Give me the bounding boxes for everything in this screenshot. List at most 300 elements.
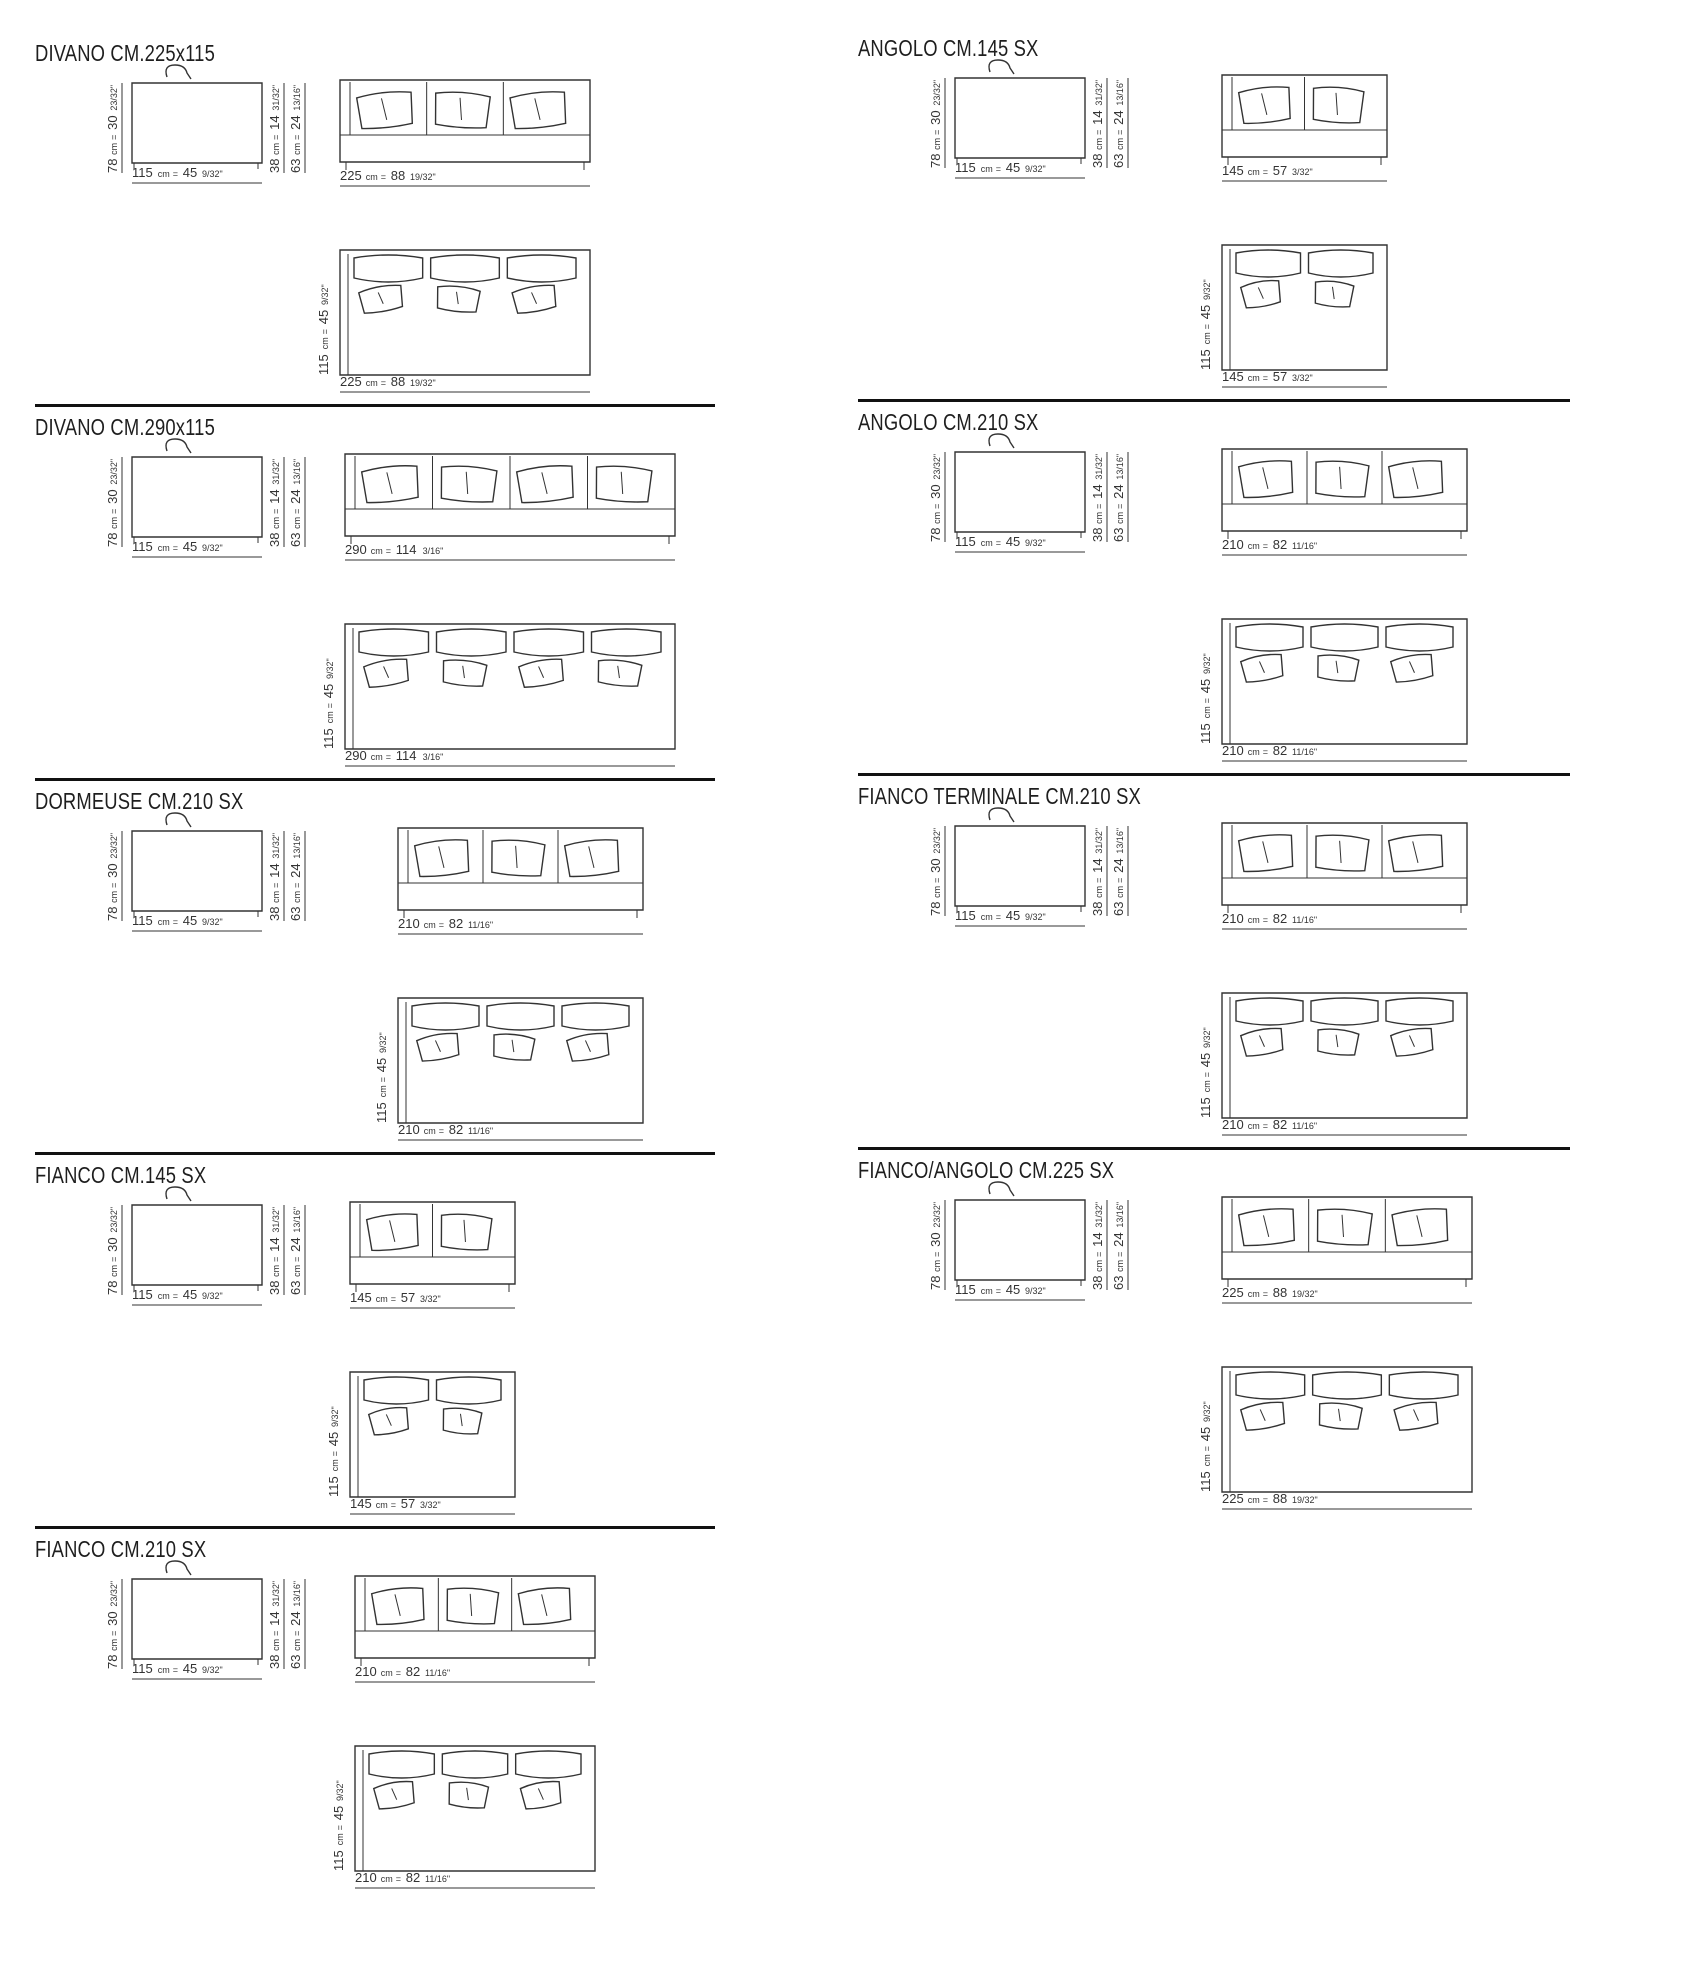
dim-equals: = <box>1094 129 1104 135</box>
side-height-seat-label <box>1090 828 1105 916</box>
dim-value: 225 <box>340 168 362 183</box>
dim-value: 115 <box>321 728 336 749</box>
dim-value: 210 <box>1222 1117 1244 1132</box>
back-cushion <box>1388 459 1444 499</box>
back-cushion <box>1313 280 1354 309</box>
dim-unit-cm: cm <box>380 1668 393 1678</box>
seat-back-top <box>369 1751 434 1778</box>
dim-inches: 14 <box>267 863 282 878</box>
dim-equals: = <box>438 920 445 930</box>
dim-fraction: 23/32" <box>932 453 942 480</box>
dim-fraction: 23/32" <box>932 1201 942 1228</box>
dim-fraction: 3/16" <box>422 752 444 762</box>
dim-equals: = <box>1115 129 1125 135</box>
dim-fraction: 31/32" <box>271 1580 281 1607</box>
dim-equals: = <box>1202 697 1212 704</box>
dim-value: 115 <box>955 1282 976 1297</box>
dim-unit-cm: cm <box>325 711 335 724</box>
dim-unit-cm: cm <box>292 1264 302 1277</box>
dim-value: 115 <box>132 1661 153 1676</box>
dim-unit-cm: cm <box>380 1874 393 1884</box>
dim-equals: = <box>109 1256 119 1262</box>
dim-fraction: 13/16" <box>1115 827 1125 854</box>
back-cushion <box>445 1587 499 1625</box>
dim-fraction: 13/16" <box>1115 1201 1125 1228</box>
dim-value: 210 <box>1222 911 1244 926</box>
dim-inches: 88 <box>1272 1285 1288 1300</box>
dim-fraction: 11/16" <box>1292 541 1318 551</box>
side-height-arm-label <box>288 1581 303 1669</box>
dim-fraction: 13/16" <box>292 832 302 859</box>
top-width-label <box>1222 1491 1318 1506</box>
top-view <box>1198 245 1387 387</box>
dim-unit-cm: cm <box>932 511 942 524</box>
dim-unit-cm: cm <box>109 1638 119 1651</box>
dim-inches: 14 <box>1090 484 1105 499</box>
dim-inches: 30 <box>105 1611 120 1626</box>
dim-unit-cm: cm <box>320 337 330 350</box>
dim-fraction: 9/32" <box>325 658 335 679</box>
dim-value: 115 <box>316 354 331 375</box>
dim-equals: = <box>995 912 1002 922</box>
dim-unit-cm: cm <box>157 1665 170 1675</box>
dim-equals: = <box>1262 1121 1269 1131</box>
side-width-label <box>955 534 1046 549</box>
back-cushion <box>1311 86 1364 124</box>
dim-equals: = <box>109 882 119 888</box>
dim-equals: = <box>271 134 281 140</box>
dim-unit-cm: cm <box>1094 885 1104 898</box>
dim-inches: 30 <box>928 1232 943 1247</box>
dim-unit-cm: cm <box>1094 511 1104 524</box>
section-title: DORMEUSE CM.210 SX <box>35 788 244 814</box>
dim-inches: 45 <box>1198 1052 1213 1068</box>
dim-value: 115 <box>132 539 153 554</box>
dim-value: 115 <box>1198 1097 1213 1118</box>
dim-value: 78 <box>105 532 120 547</box>
dim-inches: 30 <box>928 858 943 873</box>
dim-value: 78 <box>928 527 943 542</box>
dim-equals: = <box>932 1251 942 1257</box>
dim-inches: 30 <box>105 489 120 504</box>
dim-inches: 45 <box>182 539 198 554</box>
dim-inches: 82 <box>1272 537 1288 552</box>
side-height-arm-label <box>1111 1202 1126 1290</box>
dim-equals: = <box>395 1874 402 1884</box>
side-height-seat-label <box>267 1581 282 1669</box>
dim-unit-cm: cm <box>1247 373 1260 383</box>
dim-inches: 24 <box>288 1611 303 1626</box>
dim-unit-cm: cm <box>375 1500 388 1510</box>
dim-inches: 14 <box>267 115 282 130</box>
dim-unit-cm: cm <box>370 546 383 556</box>
back-cushion <box>1314 834 1369 873</box>
dim-unit-cm: cm <box>1115 511 1125 524</box>
dim-equals: = <box>1202 323 1212 330</box>
dim-equals: = <box>395 1668 402 1678</box>
dim-equals: = <box>995 164 1002 174</box>
side-width-label <box>955 160 1046 175</box>
dim-inches: 24 <box>1111 1232 1126 1247</box>
dim-value: 38 <box>267 906 282 921</box>
section-separator <box>858 773 1570 776</box>
dim-unit-cm: cm <box>271 142 281 155</box>
dim-equals: = <box>172 543 179 553</box>
dim-equals: = <box>1262 373 1269 383</box>
dim-value: 115 <box>326 1476 341 1497</box>
dim-value: 210 <box>1222 743 1244 758</box>
dim-value: 115 <box>374 1102 389 1123</box>
dim-equals: = <box>380 172 387 182</box>
back-cushion <box>1240 1400 1286 1432</box>
dim-unit-cm: cm <box>1247 541 1260 551</box>
dim-equals: = <box>172 1291 179 1301</box>
dim-value: 38 <box>1090 527 1105 542</box>
side-height-total-label <box>105 1581 120 1669</box>
dim-value: 210 <box>1222 537 1244 552</box>
dim-equals: = <box>330 1450 340 1457</box>
dim-inches: 30 <box>105 115 120 130</box>
dim-fraction: 23/32" <box>109 1206 119 1233</box>
dim-equals: = <box>995 538 1002 548</box>
dim-equals: = <box>438 1126 445 1136</box>
dim-unit-cm: cm <box>271 1264 281 1277</box>
dim-inches: 114 <box>395 748 417 763</box>
back-cushion <box>1240 1026 1285 1058</box>
top-width-label <box>1222 743 1317 758</box>
side-view <box>928 1182 1128 1300</box>
dim-fraction: 9/32" <box>1025 1286 1046 1296</box>
dim-value: 38 <box>267 532 282 547</box>
dim-inches: 14 <box>1090 858 1105 873</box>
dim-equals: = <box>390 1294 397 1304</box>
dim-inches: 24 <box>1111 484 1126 499</box>
side-height-arm-label <box>1111 828 1126 916</box>
section-title: DIVANO CM.225x115 <box>35 40 215 66</box>
dim-value: 115 <box>132 913 153 928</box>
dim-inches: 82 <box>405 1664 421 1679</box>
dim-fraction: 9/32" <box>330 1406 340 1427</box>
dim-unit-cm: cm <box>365 172 378 182</box>
dim-equals: = <box>292 508 302 514</box>
seat-back-top <box>1311 998 1378 1025</box>
dim-value: 78 <box>105 1654 120 1669</box>
dim-inches: 30 <box>105 863 120 878</box>
dim-unit-cm: cm <box>109 890 119 903</box>
side-view <box>105 1561 305 1679</box>
dim-value: 78 <box>105 1280 120 1295</box>
dim-inches: 24 <box>1111 858 1126 873</box>
dim-fraction: 9/32" <box>1202 1027 1212 1048</box>
dim-value: 63 <box>1111 901 1126 916</box>
side-width-label <box>955 1282 1046 1297</box>
dim-unit-cm: cm <box>423 1126 436 1136</box>
dim-equals: = <box>172 917 179 927</box>
dim-fraction: 3/16" <box>422 546 444 556</box>
dim-value: 78 <box>928 153 943 168</box>
dim-fraction: 31/32" <box>271 458 281 485</box>
dim-inches: 45 <box>316 309 331 325</box>
back-cushion <box>373 1779 416 1810</box>
dim-inches: 45 <box>1005 534 1021 549</box>
dim-inches: 24 <box>288 115 303 130</box>
dim-unit-cm: cm <box>932 885 942 898</box>
dim-inches: 114 <box>395 542 417 557</box>
dim-fraction: 11/16" <box>425 1874 451 1884</box>
dim-value: 225 <box>340 374 362 389</box>
dim-value: 38 <box>267 1654 282 1669</box>
dim-fraction: 31/32" <box>271 84 281 111</box>
back-cushion <box>447 1781 489 1810</box>
dim-equals: = <box>292 1630 302 1636</box>
dim-unit-cm: cm <box>1247 1495 1260 1505</box>
dim-equals: = <box>172 169 179 179</box>
dim-unit-cm: cm <box>157 169 170 179</box>
dim-value: 210 <box>355 1664 377 1679</box>
top-depth-label <box>331 1780 346 1871</box>
dim-inches: 88 <box>1272 1491 1288 1506</box>
dim-unit-cm: cm <box>980 912 993 922</box>
dim-unit-cm: cm <box>375 1294 388 1304</box>
dim-value: 115 <box>955 534 976 549</box>
back-cushion <box>1394 1400 1440 1432</box>
top-view <box>1198 619 1467 761</box>
dim-fraction: 3/32" <box>1292 167 1313 177</box>
dim-value: 63 <box>288 158 303 173</box>
side-height-arm-label <box>1111 80 1126 168</box>
dim-inches: 45 <box>182 1661 198 1676</box>
side-height-total-label <box>928 80 943 168</box>
top-view <box>1198 1367 1472 1509</box>
dim-equals: = <box>385 546 392 556</box>
dim-inches: 57 <box>1272 369 1288 384</box>
dim-unit-cm: cm <box>292 516 302 529</box>
dim-fraction: 9/32" <box>335 1780 345 1801</box>
dim-inches: 45 <box>182 1287 198 1302</box>
dim-unit-cm: cm <box>335 1833 345 1846</box>
dim-fraction: 9/32" <box>1025 538 1046 548</box>
dim-equals: = <box>1262 915 1269 925</box>
top-view <box>1198 993 1467 1135</box>
dim-inches: 45 <box>1198 1426 1213 1442</box>
dim-unit-cm: cm <box>109 516 119 529</box>
dim-equals: = <box>109 134 119 140</box>
back-cushion <box>1240 652 1285 684</box>
dim-inches: 30 <box>928 110 943 125</box>
side-width-label <box>132 1661 223 1676</box>
dim-inches: 14 <box>267 489 282 504</box>
front-width-label <box>1222 163 1313 178</box>
dim-inches: 45 <box>331 1805 346 1821</box>
dim-fraction: 9/32" <box>202 543 223 553</box>
front-width-label <box>1222 537 1317 552</box>
front-width-label <box>1222 911 1317 926</box>
dim-equals: = <box>1115 877 1125 883</box>
dim-inches: 57 <box>400 1496 416 1511</box>
dim-unit-cm: cm <box>1202 1080 1212 1093</box>
dim-fraction: 13/16" <box>292 84 302 111</box>
dim-value: 115 <box>1198 349 1213 370</box>
dim-value: 115 <box>955 908 976 923</box>
front-width-label <box>355 1664 450 1679</box>
dim-fraction: 23/32" <box>109 458 119 485</box>
dim-value: 115 <box>132 165 153 180</box>
seat-back-top <box>1311 624 1378 651</box>
dim-unit-cm: cm <box>1247 747 1260 757</box>
back-cushion <box>1390 652 1435 684</box>
dim-value: 115 <box>331 1850 346 1871</box>
dim-value: 63 <box>288 906 303 921</box>
back-cushion <box>520 1779 563 1810</box>
dim-unit-cm: cm <box>1247 167 1260 177</box>
side-height-seat-label <box>1090 454 1105 542</box>
dim-equals: = <box>1262 747 1269 757</box>
dim-value: 290 <box>345 542 367 557</box>
dim-equals: = <box>109 508 119 514</box>
dim-unit-cm: cm <box>157 543 170 553</box>
dim-fraction: 19/32" <box>1292 1495 1318 1505</box>
seat-back-top <box>1309 250 1374 277</box>
dim-fraction: 9/32" <box>1025 912 1046 922</box>
dim-equals: = <box>109 1630 119 1636</box>
dim-value: 63 <box>288 1654 303 1669</box>
dim-fraction: 23/32" <box>932 79 942 106</box>
dim-value: 225 <box>1222 1285 1244 1300</box>
top-depth-label <box>1198 1401 1213 1492</box>
dim-fraction: 31/32" <box>271 832 281 859</box>
dim-equals: = <box>335 1824 345 1831</box>
dim-inches: 24 <box>288 863 303 878</box>
dim-unit-cm: cm <box>370 752 383 762</box>
dim-unit-cm: cm <box>423 920 436 930</box>
dim-value: 63 <box>1111 153 1126 168</box>
dim-inches: 45 <box>374 1057 389 1073</box>
dim-inches: 24 <box>288 489 303 504</box>
seat-back-top <box>1386 998 1453 1025</box>
side-height-total-label <box>928 828 943 916</box>
seat-back-top <box>1389 1372 1458 1399</box>
section-title: FIANCO/ANGOLO CM.225 SX <box>858 1157 1115 1183</box>
dim-unit-cm: cm <box>378 1085 388 1098</box>
dim-equals: = <box>292 134 302 140</box>
dim-equals: = <box>932 129 942 135</box>
dim-fraction: 11/16" <box>1292 1121 1318 1131</box>
dim-value: 225 <box>1222 1491 1244 1506</box>
front-width-label <box>1222 1285 1318 1300</box>
dim-inches: 57 <box>1272 163 1288 178</box>
dim-inches: 82 <box>1272 911 1288 926</box>
dim-inches: 82 <box>405 1870 421 1885</box>
dim-unit-cm: cm <box>109 142 119 155</box>
dim-inches: 45 <box>1005 160 1021 175</box>
dim-fraction: 9/32" <box>202 1291 223 1301</box>
dim-fraction: 13/16" <box>292 1206 302 1233</box>
dim-inches: 14 <box>1090 1232 1105 1247</box>
dim-inches: 57 <box>400 1290 416 1305</box>
dim-value: 63 <box>288 532 303 547</box>
drawings <box>0 783 1706 1163</box>
dim-value: 78 <box>105 158 120 173</box>
top-view <box>331 1746 595 1888</box>
section-title: FIANCO CM.210 SX <box>35 1536 207 1562</box>
dim-value: 63 <box>288 1280 303 1295</box>
dim-value: 38 <box>1090 153 1105 168</box>
back-cushion <box>1390 1026 1435 1058</box>
dim-inches: 45 <box>326 1431 341 1447</box>
back-cushion <box>1392 1207 1450 1248</box>
back-cushion <box>1317 1401 1362 1430</box>
dim-value: 145 <box>350 1290 372 1305</box>
section-title: ANGOLO CM.210 SX <box>858 409 1039 435</box>
back-cushion <box>1238 1207 1296 1248</box>
dim-equals: = <box>271 1256 281 1262</box>
dim-unit-cm: cm <box>1094 1259 1104 1272</box>
dim-unit-cm: cm <box>980 538 993 548</box>
dim-inches: 45 <box>1005 908 1021 923</box>
dim-unit-cm: cm <box>365 378 378 388</box>
dim-unit-cm: cm <box>1115 1259 1125 1272</box>
dim-fraction: 31/32" <box>271 1206 281 1233</box>
dim-fraction: 3/32" <box>420 1294 441 1304</box>
dim-equals: = <box>932 503 942 509</box>
dim-fraction: 9/32" <box>202 169 223 179</box>
dim-fraction: 31/32" <box>1094 827 1104 854</box>
side-width-label <box>955 908 1046 923</box>
dim-equals: = <box>1115 503 1125 509</box>
dim-unit-cm: cm <box>109 1264 119 1277</box>
side-view <box>928 808 1128 926</box>
dim-equals: = <box>172 1665 179 1675</box>
back-cushion <box>371 1586 426 1626</box>
top-depth-label <box>1198 1027 1213 1118</box>
dim-unit-cm: cm <box>330 1459 340 1472</box>
dim-unit-cm: cm <box>1247 1289 1260 1299</box>
dim-inches: 82 <box>1272 1117 1288 1132</box>
section-title: ANGOLO CM.145 SX <box>858 35 1039 61</box>
front-view <box>355 1576 595 1682</box>
drawings <box>0 1536 1706 1916</box>
seat-back-top <box>1236 624 1303 651</box>
dim-value: 115 <box>1198 1471 1213 1492</box>
back-cushion <box>1238 85 1292 125</box>
dim-value: 78 <box>928 1275 943 1290</box>
dim-equals: = <box>271 508 281 514</box>
dim-inches: 24 <box>1111 110 1126 125</box>
dim-unit-cm: cm <box>271 516 281 529</box>
section-title: FIANCO CM.145 SX <box>35 1162 207 1188</box>
dim-unit-cm: cm <box>292 890 302 903</box>
dim-unit-cm: cm <box>932 137 942 150</box>
back-cushion <box>1314 460 1369 499</box>
back-cushion <box>1388 833 1444 873</box>
dim-inches: 88 <box>390 374 406 389</box>
top-width-label <box>1222 369 1313 384</box>
dim-equals: = <box>1094 1251 1104 1257</box>
side-height-total-label <box>928 454 943 542</box>
front-view <box>1222 449 1467 555</box>
dim-equals: = <box>385 752 392 762</box>
dim-equals: = <box>390 1500 397 1510</box>
dim-fraction: 11/16" <box>1292 747 1318 757</box>
dim-equals: = <box>292 882 302 888</box>
front-view <box>1222 75 1387 181</box>
section-title: FIANCO TERMINALE CM.210 SX <box>858 783 1141 809</box>
back-cushion <box>1240 278 1282 309</box>
dim-inches: 45 <box>1198 304 1213 320</box>
dim-inches: 82 <box>1272 743 1288 758</box>
dim-fraction: 13/16" <box>1115 79 1125 106</box>
back-cushion <box>1316 653 1359 682</box>
